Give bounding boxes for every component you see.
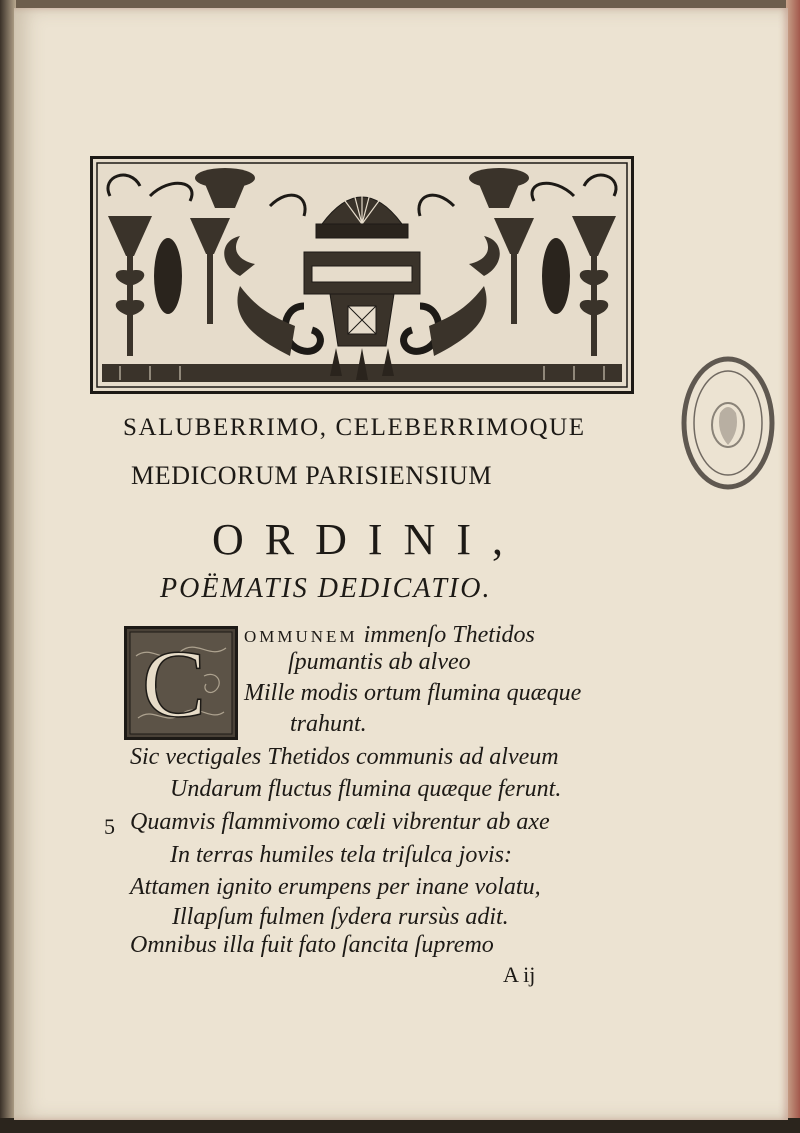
line-number: 5 <box>104 814 115 839</box>
library-stamp <box>680 355 776 491</box>
poem-line-8: In terras humiles tela triſulca jovis: <box>170 842 512 868</box>
poem-line-3: Mille modis ortum flumina quæque <box>244 680 582 706</box>
poem-line-4: trahunt. <box>290 711 367 737</box>
poem-line-1 <box>244 622 535 649</box>
poem-line-11: Omnibus illa fuit fato ſancita ſupremo <box>130 932 494 958</box>
initial-letter: C <box>141 630 207 737</box>
dedication-line-2: MEDICORUM PARISIENSIUM <box>131 461 493 490</box>
poem-first-word: OMMUNEM <box>244 627 358 646</box>
dedication-line-4: POËMATIS DEDICATIO. <box>160 573 492 604</box>
poem-line-1-rest: immenſo Thetidos <box>363 622 535 648</box>
poem-line-10: Illapſum fulmen ſydera rursùs adit. <box>172 904 509 930</box>
dedication-line-3: ORDINI, <box>212 515 524 564</box>
poem-line-7: Quamvis flammivomo cœli vibrentur ab axe <box>130 809 550 835</box>
book-page-edges <box>786 0 800 1133</box>
poem-line-6: Undarum fluctus flumina quæque ferunt. <box>170 776 562 802</box>
poem-line-5: Sic vectigales Thetidos communis ad alveum <box>130 744 559 770</box>
poem-line-2: ſpumantis ab alveo <box>288 649 471 675</box>
decorated-initial <box>124 626 238 740</box>
book-bottom-edge <box>0 1118 800 1133</box>
dedication-line-1: SALUBERRIMO, CELEBERRIMOQUE <box>123 414 586 441</box>
poem-line-9: Attamen ignito erumpens per inane volatu, <box>130 874 541 900</box>
signature-mark: A ij <box>503 962 536 987</box>
ornamental-headpiece <box>90 156 634 394</box>
